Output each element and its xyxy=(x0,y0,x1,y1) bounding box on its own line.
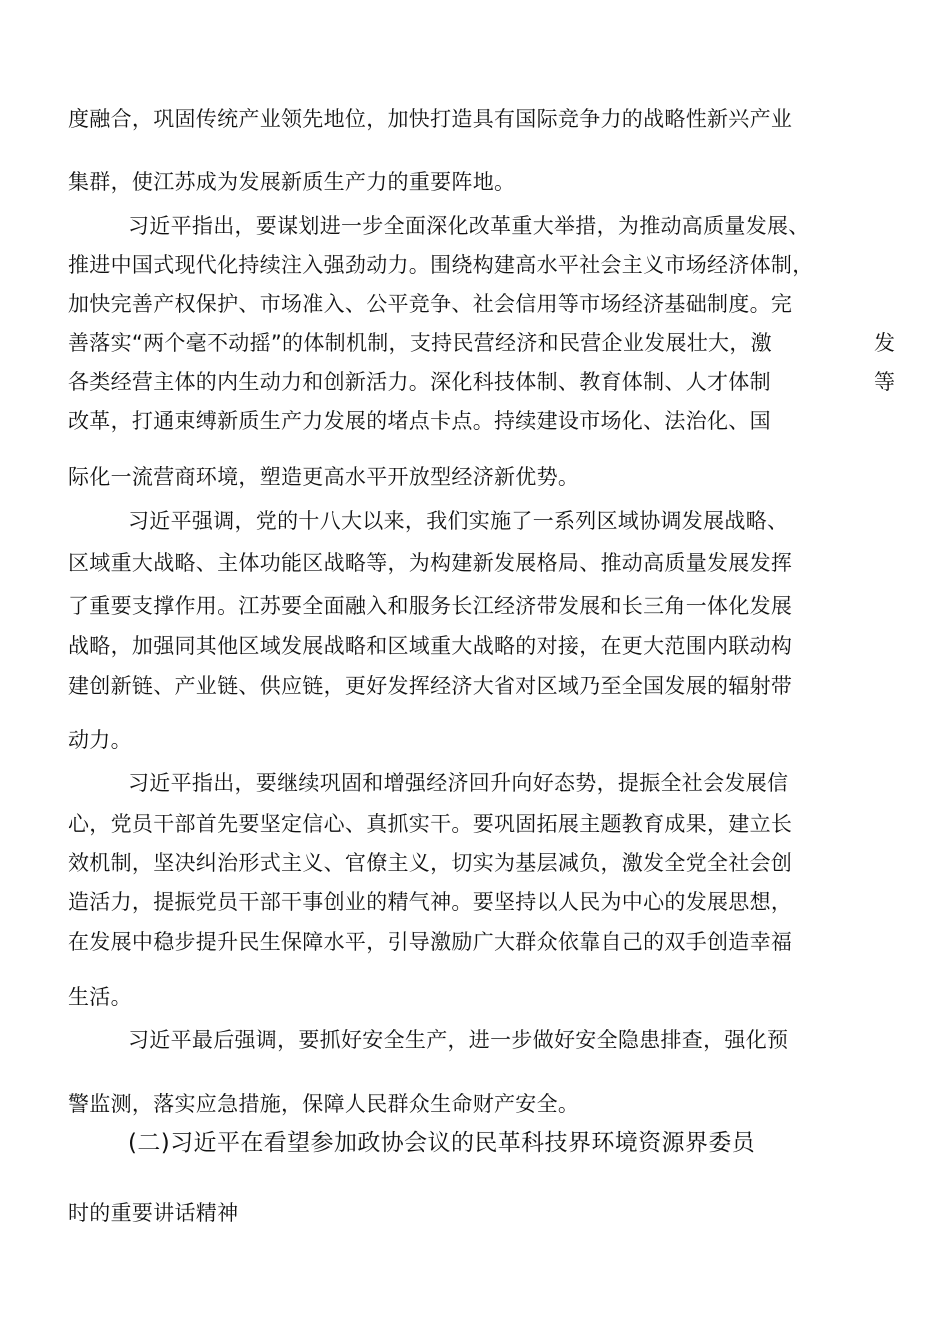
paragraph-line: 发 xyxy=(874,331,896,355)
paragraph-line: 习近平强调，党的十八大以来，我们实施了一系列区域协调发展战略、 xyxy=(128,509,789,533)
paragraph-line: 各类经营主体的内生动力和创新活力。深化科技体制、教育体制、人才体制 xyxy=(68,370,771,394)
section-heading-continuation: 时的重要讲话精神 xyxy=(68,1201,239,1225)
paragraph-line: 造活力，提振党员干部干事创业的精气神。要坚持以人民为中心的发展思想， xyxy=(68,890,793,914)
paragraph-line: 推进中国式现代化持续注入强劲动力。围绕构建高水平社会主义市场经济体制， xyxy=(68,253,814,277)
paragraph-line: 区域重大战略、主体功能区战略等，为构建新发展格局、推动高质量发展发挥 xyxy=(68,551,793,575)
paragraph-line: 度融合，巩固传统产业领先地位，加快打造具有国际竞争力的战略性新兴产业 xyxy=(68,107,793,131)
paragraph-line: 习近平指出，要继续巩固和增强经济回升向好态势，提振全社会发展信 xyxy=(128,771,789,795)
paragraph-line: 建创新链、产业链、供应链，更好发挥经济大省对区域乃至全国发展的辐射带 xyxy=(68,674,793,698)
paragraph-line: 生活。 xyxy=(68,985,132,1009)
paragraph-line: 等 xyxy=(874,370,896,394)
paragraph-line: 习近平最后强调，要抓好安全生产，进一步做好安全隐患排查，强化预 xyxy=(128,1028,789,1052)
paragraph-line: 动力。 xyxy=(68,728,132,752)
paragraph-line: 际化一流营商环境，塑造更高水平开放型经济新优势。 xyxy=(68,465,580,489)
paragraph-line: 加快完善产权保护、市场准入、公平竞争、社会信用等市场经济基础制度。完 xyxy=(68,292,793,316)
paragraph-line: 警监测，落实应急措施，保障人民群众生命财产安全。 xyxy=(68,1092,580,1116)
paragraph-line: 心，党员干部首先要坚定信心、真抓实干。要巩固拓展主题教育成果，建立长 xyxy=(68,812,793,836)
paragraph-line: 善落实“两个毫不动摇”的体制机制，支持民营经济和民营企业发展壮大，激 xyxy=(68,331,772,355)
paragraph-line: 了重要支撑作用。江苏要全面融入和服务长江经济带发展和长三角一体化发展 xyxy=(68,594,793,618)
paragraph-line: 效机制，坚决纠治形式主义、官僚主义，切实为基层减负，激发全党全社会创 xyxy=(68,851,793,875)
paragraph-line: 改革，打通束缚新质生产力发展的堵点卡点。持续建设市场化、法治化、国 xyxy=(68,409,771,433)
paragraph-line: 在发展中稳步提升民生保障水平，引导激励广大群众依靠自己的双手创造幸福 xyxy=(68,930,793,954)
paragraph-line: 集群，使江苏成为发展新质生产力的重要阵地。 xyxy=(68,170,516,194)
paragraph-line: 习近平指出，要谋划进一步全面深化改革重大举措，为推动高质量发展、 xyxy=(128,214,810,238)
section-heading: (二)习近平在看望参加政协会议的民革科技界环境资源界委员 xyxy=(128,1130,756,1156)
paragraph-line: 战略，加强同其他区域发展战略和区域重大战略的对接，在更大范围内联动构 xyxy=(68,634,793,658)
